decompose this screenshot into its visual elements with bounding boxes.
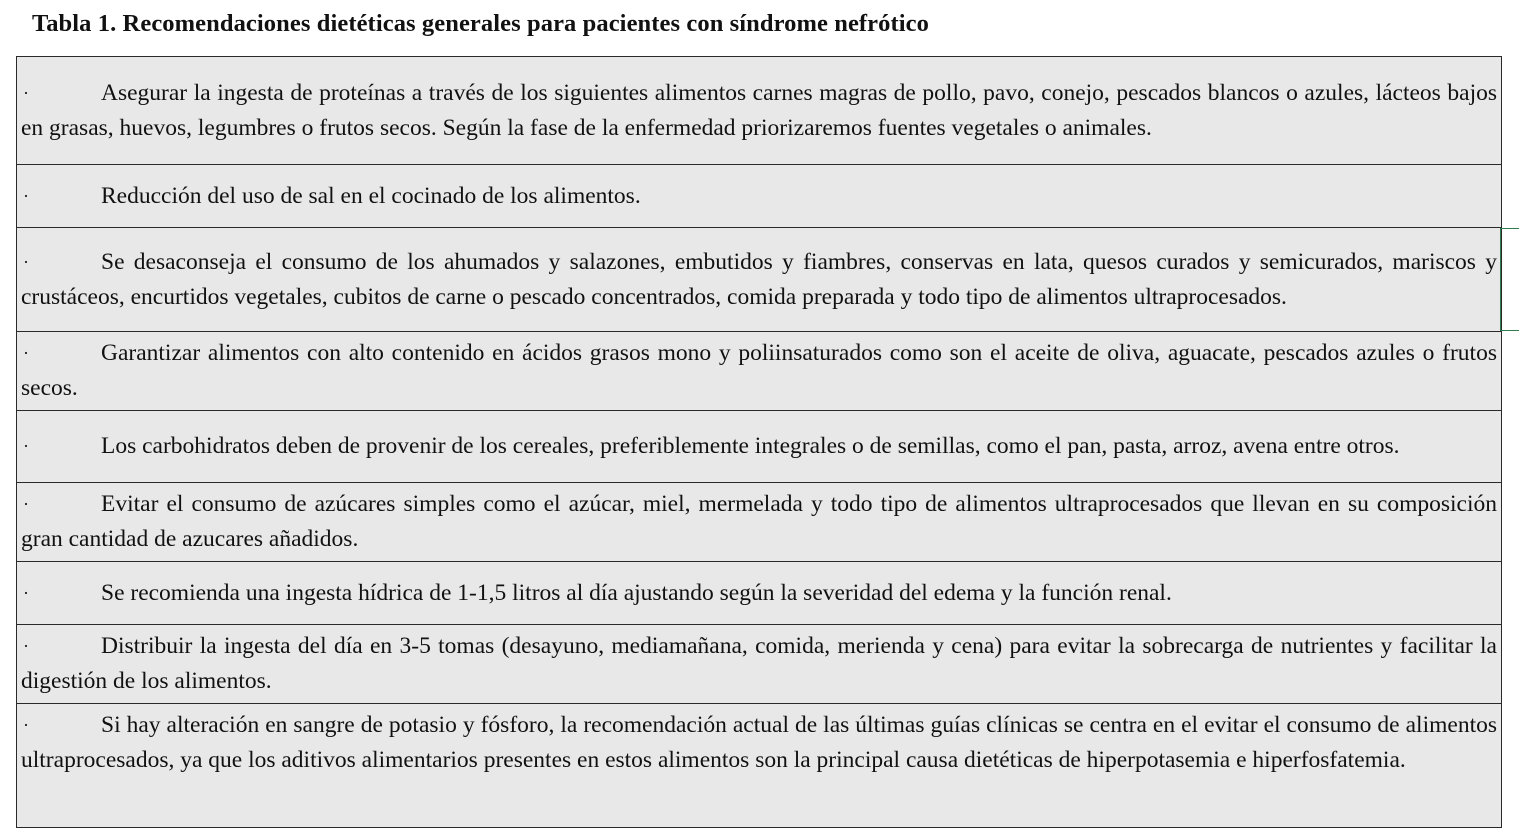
recommendation-text: Reducción del uso de sal en el cocinado de los alimentos.	[101, 182, 641, 209]
table-cell	[17, 562, 1502, 625]
table-row	[17, 332, 1502, 411]
table-cell	[17, 228, 1502, 332]
table-row	[17, 411, 1502, 483]
recommendation-text: Los carbohidratos deben de provenir de los cereales, preferiblemente integrales o de semillas, como el pan, pasta, arroz, avena entre otros.	[101, 433, 1400, 459]
table-cell	[17, 483, 1502, 562]
bullet-marker: ·	[23, 494, 29, 514]
bullet-marker: ·	[23, 185, 29, 206]
bullet-marker: ·	[23, 582, 29, 603]
table-cell	[17, 411, 1502, 483]
table-row	[17, 57, 1502, 165]
bullet-marker: ·	[23, 251, 29, 272]
table-row	[17, 483, 1502, 562]
bullet-marker: ·	[23, 715, 29, 735]
table-row	[17, 562, 1502, 625]
table-cell	[17, 332, 1502, 411]
recommendation-text: Distribuir la ingesta del día en 3-5 tomas (desayuno, mediamañana, comida, merienda y cena) para evitar la sobrecarga de nutrientes y facilitar la digestión de los alimentos.	[21, 633, 1497, 694]
table-cell	[17, 57, 1502, 165]
recommendation-text: Evitar el consumo de azúcares simples como el azúcar, miel, mermelada y todo tipo de alimentos ultraprocesados que llevan en su composición gran cantidad de azucares añadidos.	[21, 491, 1497, 552]
table-row	[17, 228, 1502, 332]
table-cell	[17, 165, 1502, 228]
table-row	[17, 165, 1502, 228]
table-cell	[17, 625, 1502, 704]
table-row	[17, 625, 1502, 704]
recommendation-text: Si hay alteración en sangre de potasio y fósforo, la recomendación actual de las últimas guías clínicas se centra en el evitar el consumo de alimentos ultraprocesados, ya que los aditivos alimentarios presentes en estos alimentos son la principal causa dietéticas de hiperpotasemia e hiperfosfatemia.	[21, 712, 1497, 773]
recommendation-text: Se desaconseja el consumo de los ahumados y salazones, embutidos y fiambres, conservas en lata, quesos curados y semicurados, mariscos y crustáceos, encurtidos vegetales, cubitos de carne o pescado concentrados, comida preparada y todo tipo de alimentos ultraprocesados.	[21, 248, 1497, 310]
table-row	[17, 704, 1502, 828]
selection-bracket-mark	[1500, 228, 1519, 331]
table-cell	[17, 704, 1502, 828]
bullet-marker: ·	[23, 436, 29, 456]
bullet-marker: ·	[23, 636, 29, 656]
recommendation-text: Se recomienda una ingesta hídrica de 1-1,5 litros al día ajustando según la severidad del edema y la función renal.	[101, 579, 1172, 606]
bullet-marker: ·	[23, 82, 29, 103]
recommendation-text: Asegurar la ingesta de proteínas a través de los siguientes alimentos carnes magras de pollo, pavo, conejo, pescados blancos o azules, lácteos bajos en grasas, huevos, legumbres o frutos secos. Según la fase de la enfermedad priorizaremos fuentes vegetales o animales.	[21, 79, 1497, 141]
bullet-marker: ·	[23, 343, 29, 363]
recommendations-table	[16, 56, 1502, 828]
table-title: Tabla 1. Recomendaciones dietéticas generales para pacientes con síndrome nefrótico	[32, 10, 929, 37]
recommendation-text: Garantizar alimentos con alto contenido en ácidos grasos mono y poliinsaturados como son el aceite de oliva, aguacate, pescados azules o frutos secos.	[21, 340, 1497, 401]
